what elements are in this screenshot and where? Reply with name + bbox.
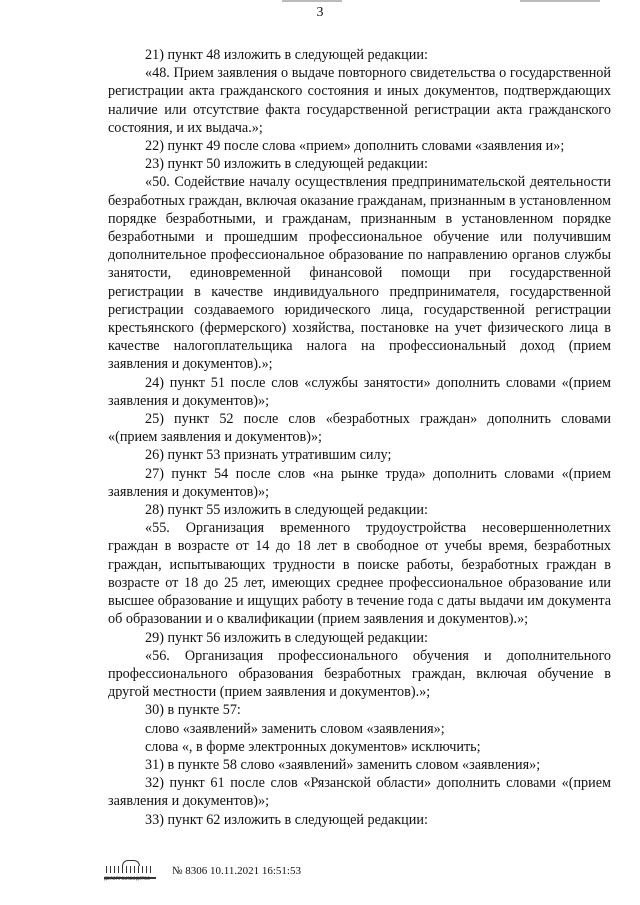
page-number: 3: [316, 5, 324, 20]
paragraph: «50. Содействие началу осуществления предпринимательской деятельности безработных граждан, включая оказание гражданам, признанным в установленном порядке безработными, и гражданам, признанным в установленном порядке безработными и прошедшим профессиональное обучение или получившим дополнительное профессиональное образование по направлению органов службы занятости, единовременной финансовой помощи при государственной регистрации в качестве индивидуального предпринимателя, государственной регистрации создаваемого юридического лица, государственной регистрации крестьянского (фермерского) хозяйства, постановке на учет физического лица в качестве налогоплательщика налога на профессиональный доход (прием заявления и документов).»;: [108, 174, 611, 373]
registration-footer: [104, 858, 624, 880]
paragraph: 25) пункт 52 после слов «безработных граждан» дополнить словами «(прием заявления и документов)»;: [108, 411, 611, 446]
paragraph: 29) пункт 56 изложить в следующей редакции:: [145, 629, 428, 646]
paragraph: «55. Организация временного трудоустройства несовершеннолетних граждан в возрасте от 14 до 18 лет в свободное от учебы время, безработных граждан, испытывающих трудности в поиске работы, безработных граждан в возрасте от 18 до 25 лет, имеющих среднее профессиональное образование или высшее образование и ищущих работу в течение года с даты выдачи им документа об образовании и о квалификации (прием заявления и документов).»;: [108, 520, 611, 628]
logo-caption: ДЕЛОПРОИЗВОДСТВО: [104, 876, 151, 881]
paragraph: 30) в пункте 57:: [145, 702, 241, 719]
paragraph: 31) в пункте 58 слово «заявлений» заменить словом «заявления»;: [145, 756, 541, 773]
paragraph: «48. Прием заявления о выдаче повторного свидетельства о государственной регистрации акта гражданского состояния и иных документов, подтверждающих наличие или отсутствие факта государственной регистрации акта гражданского состояния, и их выдача.»;: [108, 65, 611, 136]
paragraph: 22) пункт 49 после слова «прием» дополнить словами «заявления и»;: [145, 138, 565, 155]
paragraph: 32) пункт 61 после слов «Рязанской области» дополнить словами «(прием заявления и документов)»;: [108, 775, 611, 810]
scan-artifact: [520, 0, 600, 2]
paragraph: 26) пункт 53 признать утратившим силу;: [145, 447, 392, 464]
registration-stamp: № 8306 10.11.2021 16:51:53: [172, 865, 301, 877]
paragraph: слова «, в форме электронных документов» исключить;: [145, 738, 481, 755]
paragraph: 23) пункт 50 изложить в следующей редакции:: [145, 156, 428, 173]
paragraph: 28) пункт 55 изложить в следующей редакции:: [145, 502, 428, 519]
document-body: [108, 46, 611, 829]
scan-artifact: [282, 0, 342, 2]
paragraph: 33) пункт 62 изложить в следующей редакции:: [145, 811, 428, 828]
paragraph: 21) пункт 48 изложить в следующей редакции:: [145, 47, 428, 63]
paragraph: 24) пункт 51 после слов «службы занятости» дополнить словами «(прием заявления и документов)»;: [108, 374, 611, 409]
paragraph: «56. Организация профессионального обучения и дополнительного профессионального образования безработных граждан, включая обучение в другой местности (прием заявления и документов).»;: [108, 647, 611, 701]
paragraph: слово «заявлений» заменить словом «заявления»;: [145, 720, 445, 737]
paragraph: 27) пункт 54 после слов «на рынке труда» дополнить словами «(прием заявления и документов)»;: [108, 465, 611, 500]
